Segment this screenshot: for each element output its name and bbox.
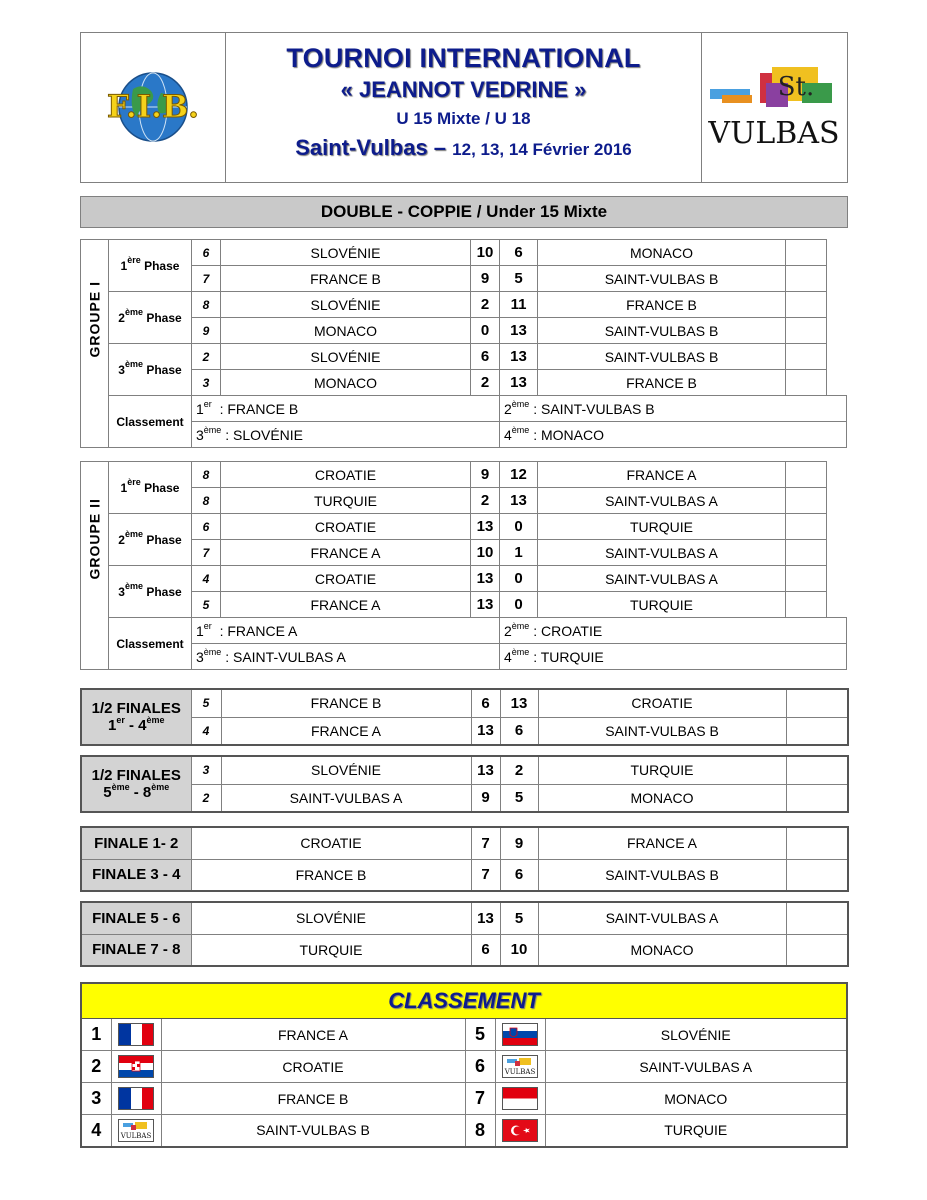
semis2-table	[80, 755, 849, 813]
header-box	[80, 32, 848, 183]
fib-logo	[81, 33, 226, 182]
table-row: 3 MONACO 2 13 FRANCE B	[81, 370, 847, 396]
saint-vulbas-logo-icon	[118, 1119, 154, 1142]
table-row: 4 VULBAS SAINT-VULBAS B 8 TURQUIE	[81, 1115, 847, 1147]
table-row: 3ème Phase 2 SLOVÉNIE 6 13 SAINT-VULBAS B	[81, 344, 847, 370]
phase3-label: 3ème Phase	[109, 344, 192, 396]
table-row: 2ème Phase 6 CROATIE 13 0 TURQUIE	[81, 514, 847, 540]
slovenia-flag-icon	[502, 1023, 538, 1046]
svg-text:VULBAS: VULBAS	[120, 1131, 152, 1140]
saint-vulbas-logo-icon	[502, 1055, 538, 1078]
table-row: 4 FRANCE A 13 6 SAINT-VULBAS B	[81, 717, 848, 745]
fib-globe-icon	[81, 33, 225, 182]
saint-vulbas-logo	[702, 33, 847, 182]
france-flag-icon	[118, 1087, 154, 1110]
dates: 12, 13, 14 Février 2016	[452, 140, 632, 159]
finals1-table	[80, 826, 849, 892]
table-row: 9 MONACO 0 13 SAINT-VULBAS B	[81, 318, 847, 344]
table-row: 7 FRANCE A 10 1 SAINT-VULBAS A	[81, 540, 847, 566]
svg-text:VULBAS: VULBAS	[708, 116, 840, 151]
table-row: GROUPE II 1ère Phase 8 CROATIE 9 12 FRANCE A	[81, 462, 847, 488]
table-row: FINALE 7 - 8 TURQUIE 6 10 MONACO	[81, 934, 848, 966]
group1-table	[80, 239, 847, 448]
table-row: 2 CROATIE 6 VULBAS SAINT-VULBAS A	[81, 1051, 847, 1083]
phase2-label: 2ème Phase	[109, 292, 192, 344]
table-row: GROUPE I 1ère Phase 6 SLOVÉNIE 10 6 MONACO	[81, 240, 847, 266]
header-titles	[226, 33, 702, 182]
table-row: 2 SAINT-VULBAS A 9 5 MONACO	[81, 784, 848, 812]
classement-row: 3ème : SLOVÉNIE 4ème : MONACO	[81, 422, 847, 448]
table-row: 5 FRANCE A 13 0 TURQUIE	[81, 592, 847, 618]
table-row: 8 TURQUIE 2 13 SAINT-VULBAS A	[81, 488, 847, 514]
table-row: 1/2 FINALES 1er - 4ème 5 FRANCE B 6 13 CROATIE	[81, 689, 848, 717]
semis1-label: 1/2 FINALES 1er - 4ème	[81, 689, 191, 745]
phase1-label: 1ère Phase	[109, 240, 192, 292]
group2-label: GROUPE II	[81, 462, 109, 670]
table-row: 2ème Phase 8 SLOVÉNIE 2 11 FRANCE B	[81, 292, 847, 318]
final-ranking-table	[80, 982, 848, 1148]
svg-text:St.: St.	[777, 72, 815, 102]
table-row: FINALE 5 - 6 SLOVÉNIE 13 5 SAINT-VULBAS A	[81, 902, 848, 934]
table-row: 7 FRANCE B 9 5 SAINT-VULBAS B	[81, 266, 847, 292]
title-place-dates	[226, 135, 701, 161]
table-row: 1 FRANCE A 5 SLOVÉNIE	[81, 1019, 847, 1051]
title-tournament: TOURNOI INTERNATIONAL	[286, 43, 641, 73]
finals2-table	[80, 901, 849, 967]
svg-text:VULBAS: VULBAS	[504, 1068, 536, 1076]
semis1-table	[80, 688, 849, 746]
category-banner: DOUBLE - COPPIE / Under 15 Mixte	[80, 196, 848, 228]
saint-vulbas-logo-icon	[702, 33, 846, 182]
semis2-label: 1/2 FINALES 5ème - 8ème	[81, 756, 191, 812]
table-row: 3ème Phase 4 CROATIE 13 0 SAINT-VULBAS A	[81, 566, 847, 592]
classement-row: Classement 1er : FRANCE B 2ème : SAINT-VULBAS B	[81, 396, 847, 422]
monaco-flag-icon	[502, 1087, 538, 1110]
table-row: 3 FRANCE B 7 MONACO	[81, 1083, 847, 1115]
table-row: FINALE 1- 2 CROATIE 7 9 FRANCE A	[81, 827, 848, 859]
turkey-flag-icon	[502, 1119, 538, 1142]
svg-text:F.I.B.: F.I.B.	[107, 89, 199, 125]
classement-row: 3ème : SAINT-VULBAS A 4ème : TURQUIE	[81, 644, 847, 670]
table-row: FINALE 3 - 4 FRANCE B 7 6 SAINT-VULBAS B	[81, 859, 848, 891]
group1-label: GROUPE I	[81, 240, 109, 448]
group2-table	[80, 461, 847, 670]
title-name: « JEANNOT VEDRINE »	[340, 77, 587, 102]
classement-row: Classement 1er : FRANCE A 2ème : CROATIE	[81, 618, 847, 644]
france-flag-icon	[118, 1023, 154, 1046]
croatia-flag-icon	[118, 1055, 154, 1078]
ranking-title-row	[81, 983, 847, 1019]
place: Saint-Vulbas –	[295, 135, 447, 160]
table-row: 1/2 FINALES 5ème - 8ème 3 SLOVÉNIE 13 2 TURQUIE	[81, 756, 848, 784]
ranking-title: CLASSEMENT	[81, 983, 847, 1019]
title-category: U 15 Mixte / U 18	[396, 109, 531, 128]
classement-label: Classement	[109, 396, 192, 448]
